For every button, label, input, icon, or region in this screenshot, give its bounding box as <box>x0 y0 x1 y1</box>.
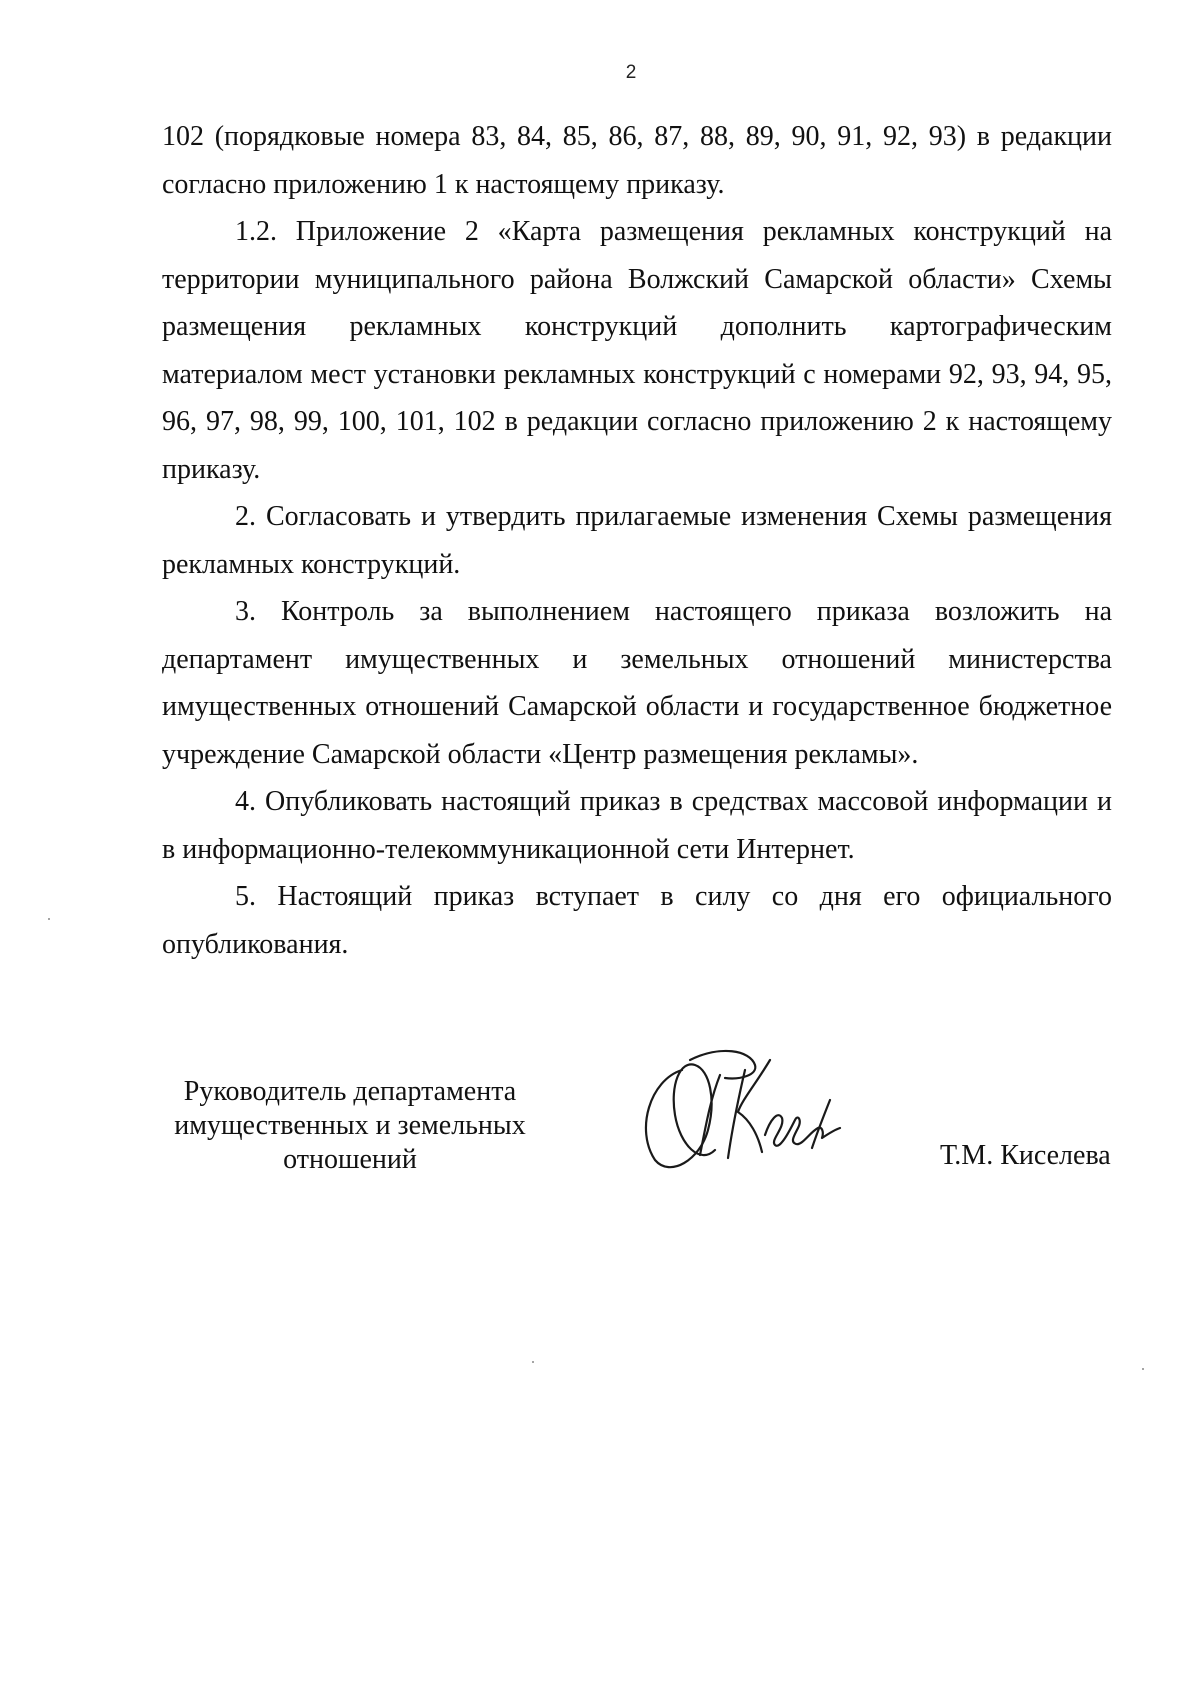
paragraph-1-2: 1.2. Приложение 2 «Карта размещения рекламных конструкций на территории муниципального района Волжский Самарской области» Схемы размещения рекламных конструкций дополнить картографическим материалом мест установки рекламных конструкций с номерами 92, 93, 94, 95, 96, 97, 98, 99, 100, 101, 102 в редакции согласно приложению 2 к настоящему приказу. <box>162 216 1112 485</box>
paragraph-5: 5. Настоящий приказ вступает в силу со дня его официального опубликования. <box>162 881 1112 960</box>
handwritten-signature <box>630 1040 850 1180</box>
signer-position-line-2: имущественных и земельных <box>174 1110 526 1141</box>
scan-speck <box>48 918 50 920</box>
scan-speck <box>1142 1368 1144 1370</box>
signer-name: Т.М. Киселева <box>940 1140 1111 1171</box>
signer-position-line-3: отношений <box>283 1144 417 1175</box>
scan-speck <box>532 1361 534 1363</box>
paragraph-2: 2. Согласовать и утвердить прилагаемые изменения Схемы размещения рекламных конструкций. <box>162 501 1112 580</box>
paragraph-3: 3. Контроль за выполнением настоящего приказа возложить на департамент имущественных и земельных отношений министерства имущественных отношений Самарской области и государственное бюджетное учреждение Самарской области «Центр размещения рекламы». <box>162 596 1112 770</box>
paragraph-4: 4. Опубликовать настоящий приказ в средствах массовой информации и в информационно-телекоммуникационной сети Интернет. <box>162 786 1112 865</box>
signer-position-line-1: Руководитель департамента <box>183 1076 517 1107</box>
paragraph-continued: 102 (порядковые номера 83, 84, 85, 86, 87, 88, 89, 90, 91, 92, 93) в редакции согласно приложению 1 к настоящему приказу. <box>162 121 1112 200</box>
signer-position <box>150 1075 550 1177</box>
document-body <box>162 113 1112 968</box>
page-number: 2 <box>625 62 637 83</box>
